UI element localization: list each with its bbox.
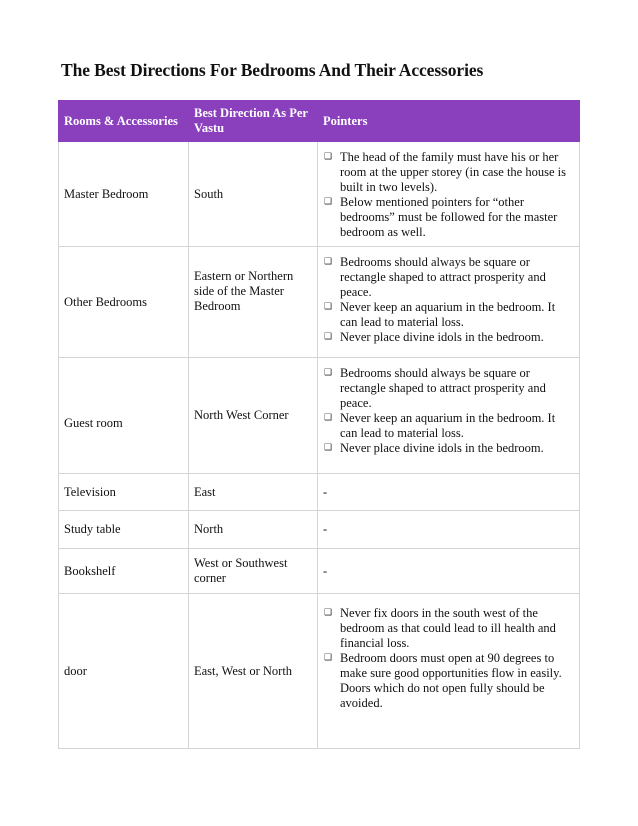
- room-cell: Master Bedroom: [59, 142, 189, 247]
- pointer-item: ❑ Bedrooms should always be square or rectangle shaped to attract prosperity and peace.: [324, 255, 546, 299]
- direction-cell: East, West or North: [189, 594, 318, 749]
- square-bullet-icon: ❑: [324, 413, 333, 423]
- square-bullet-icon: ❑: [324, 197, 333, 207]
- pointer-list: [324, 255, 573, 345]
- square-bullet-icon: ❑: [324, 443, 333, 453]
- square-bullet-icon: ❑: [324, 257, 333, 267]
- table-row: [59, 142, 580, 247]
- room-cell: Guest room: [59, 358, 189, 474]
- direction-cell: North West Corner: [189, 358, 318, 474]
- table-row: [59, 474, 580, 511]
- header-pointers: Pointers: [318, 101, 580, 142]
- pointers-cell: -: [318, 549, 580, 594]
- table-row: [59, 594, 580, 749]
- table-row: [59, 511, 580, 549]
- table-header-row: [59, 101, 580, 142]
- pointers-cell: -: [318, 474, 580, 511]
- room-cell: Television: [59, 474, 189, 511]
- direction-cell: East: [189, 474, 318, 511]
- direction-cell: West or Southwest corner: [189, 549, 318, 594]
- table-row: [59, 358, 580, 474]
- direction-cell: Eastern or Northern side of the Master Bedroom: [189, 247, 318, 358]
- header-rooms: Rooms & Accessories: [59, 101, 189, 142]
- pointer-item: ❑ Never keep an aquarium in the bedroom. It can lead to material loss.: [324, 300, 556, 329]
- pointer-item: ❑ Never keep an aquarium in the bedroom. It can lead to material loss.: [324, 411, 556, 440]
- square-bullet-icon: ❑: [324, 608, 333, 618]
- pointers-cell: [318, 247, 580, 358]
- pointer-list: [324, 150, 573, 240]
- square-bullet-icon: ❑: [324, 302, 333, 312]
- pointer-item: ❑ Never place divine idols in the bedroom.: [324, 330, 544, 344]
- table-row: [59, 549, 580, 594]
- directions-table: [58, 100, 580, 749]
- room-cell: door: [59, 594, 189, 749]
- room-cell: Study table: [59, 511, 189, 549]
- direction-cell: North: [189, 511, 318, 549]
- table-row: [59, 247, 580, 358]
- page-title: The Best Directions For Bedrooms And Their Accessories: [61, 60, 484, 80]
- pointer-item: ❑ Never place divine idols in the bedroom.: [324, 441, 544, 455]
- room-cell: Bookshelf: [59, 549, 189, 594]
- pointer-list: [324, 606, 573, 711]
- square-bullet-icon: ❑: [324, 332, 333, 342]
- square-bullet-icon: ❑: [324, 653, 333, 663]
- pointers-cell: -: [318, 511, 580, 549]
- pointer-item: ❑ Bedrooms should always be square or rectangle shaped to attract prosperity and peace.: [324, 366, 546, 410]
- header-direction: Best Direction As Per Vastu: [189, 101, 318, 142]
- square-bullet-icon: ❑: [324, 152, 333, 162]
- pointer-item: ❑ Never fix doors in the south west of the bedroom as that could lead to ill health and financial loss.: [324, 606, 556, 650]
- pointers-cell: [318, 358, 580, 474]
- square-bullet-icon: ❑: [324, 368, 333, 378]
- room-cell: Other Bedrooms: [59, 247, 189, 358]
- pointers-cell: [318, 142, 580, 247]
- direction-cell: South: [189, 142, 318, 247]
- pointer-item: ❑ Bedroom doors must open at 90 degrees to make sure good opportunities flow in easily. Doors which do not open fully should be avoided.: [324, 651, 562, 710]
- pointers-cell: [318, 594, 580, 749]
- pointer-item: ❑ Below mentioned pointers for “other bedrooms” must be followed for the master bedroom as well.: [324, 195, 558, 239]
- pointer-list: [324, 366, 573, 456]
- pointer-item: ❑ The head of the family must have his or her room at the upper storey (in case the house is built in two levels).: [324, 150, 566, 194]
